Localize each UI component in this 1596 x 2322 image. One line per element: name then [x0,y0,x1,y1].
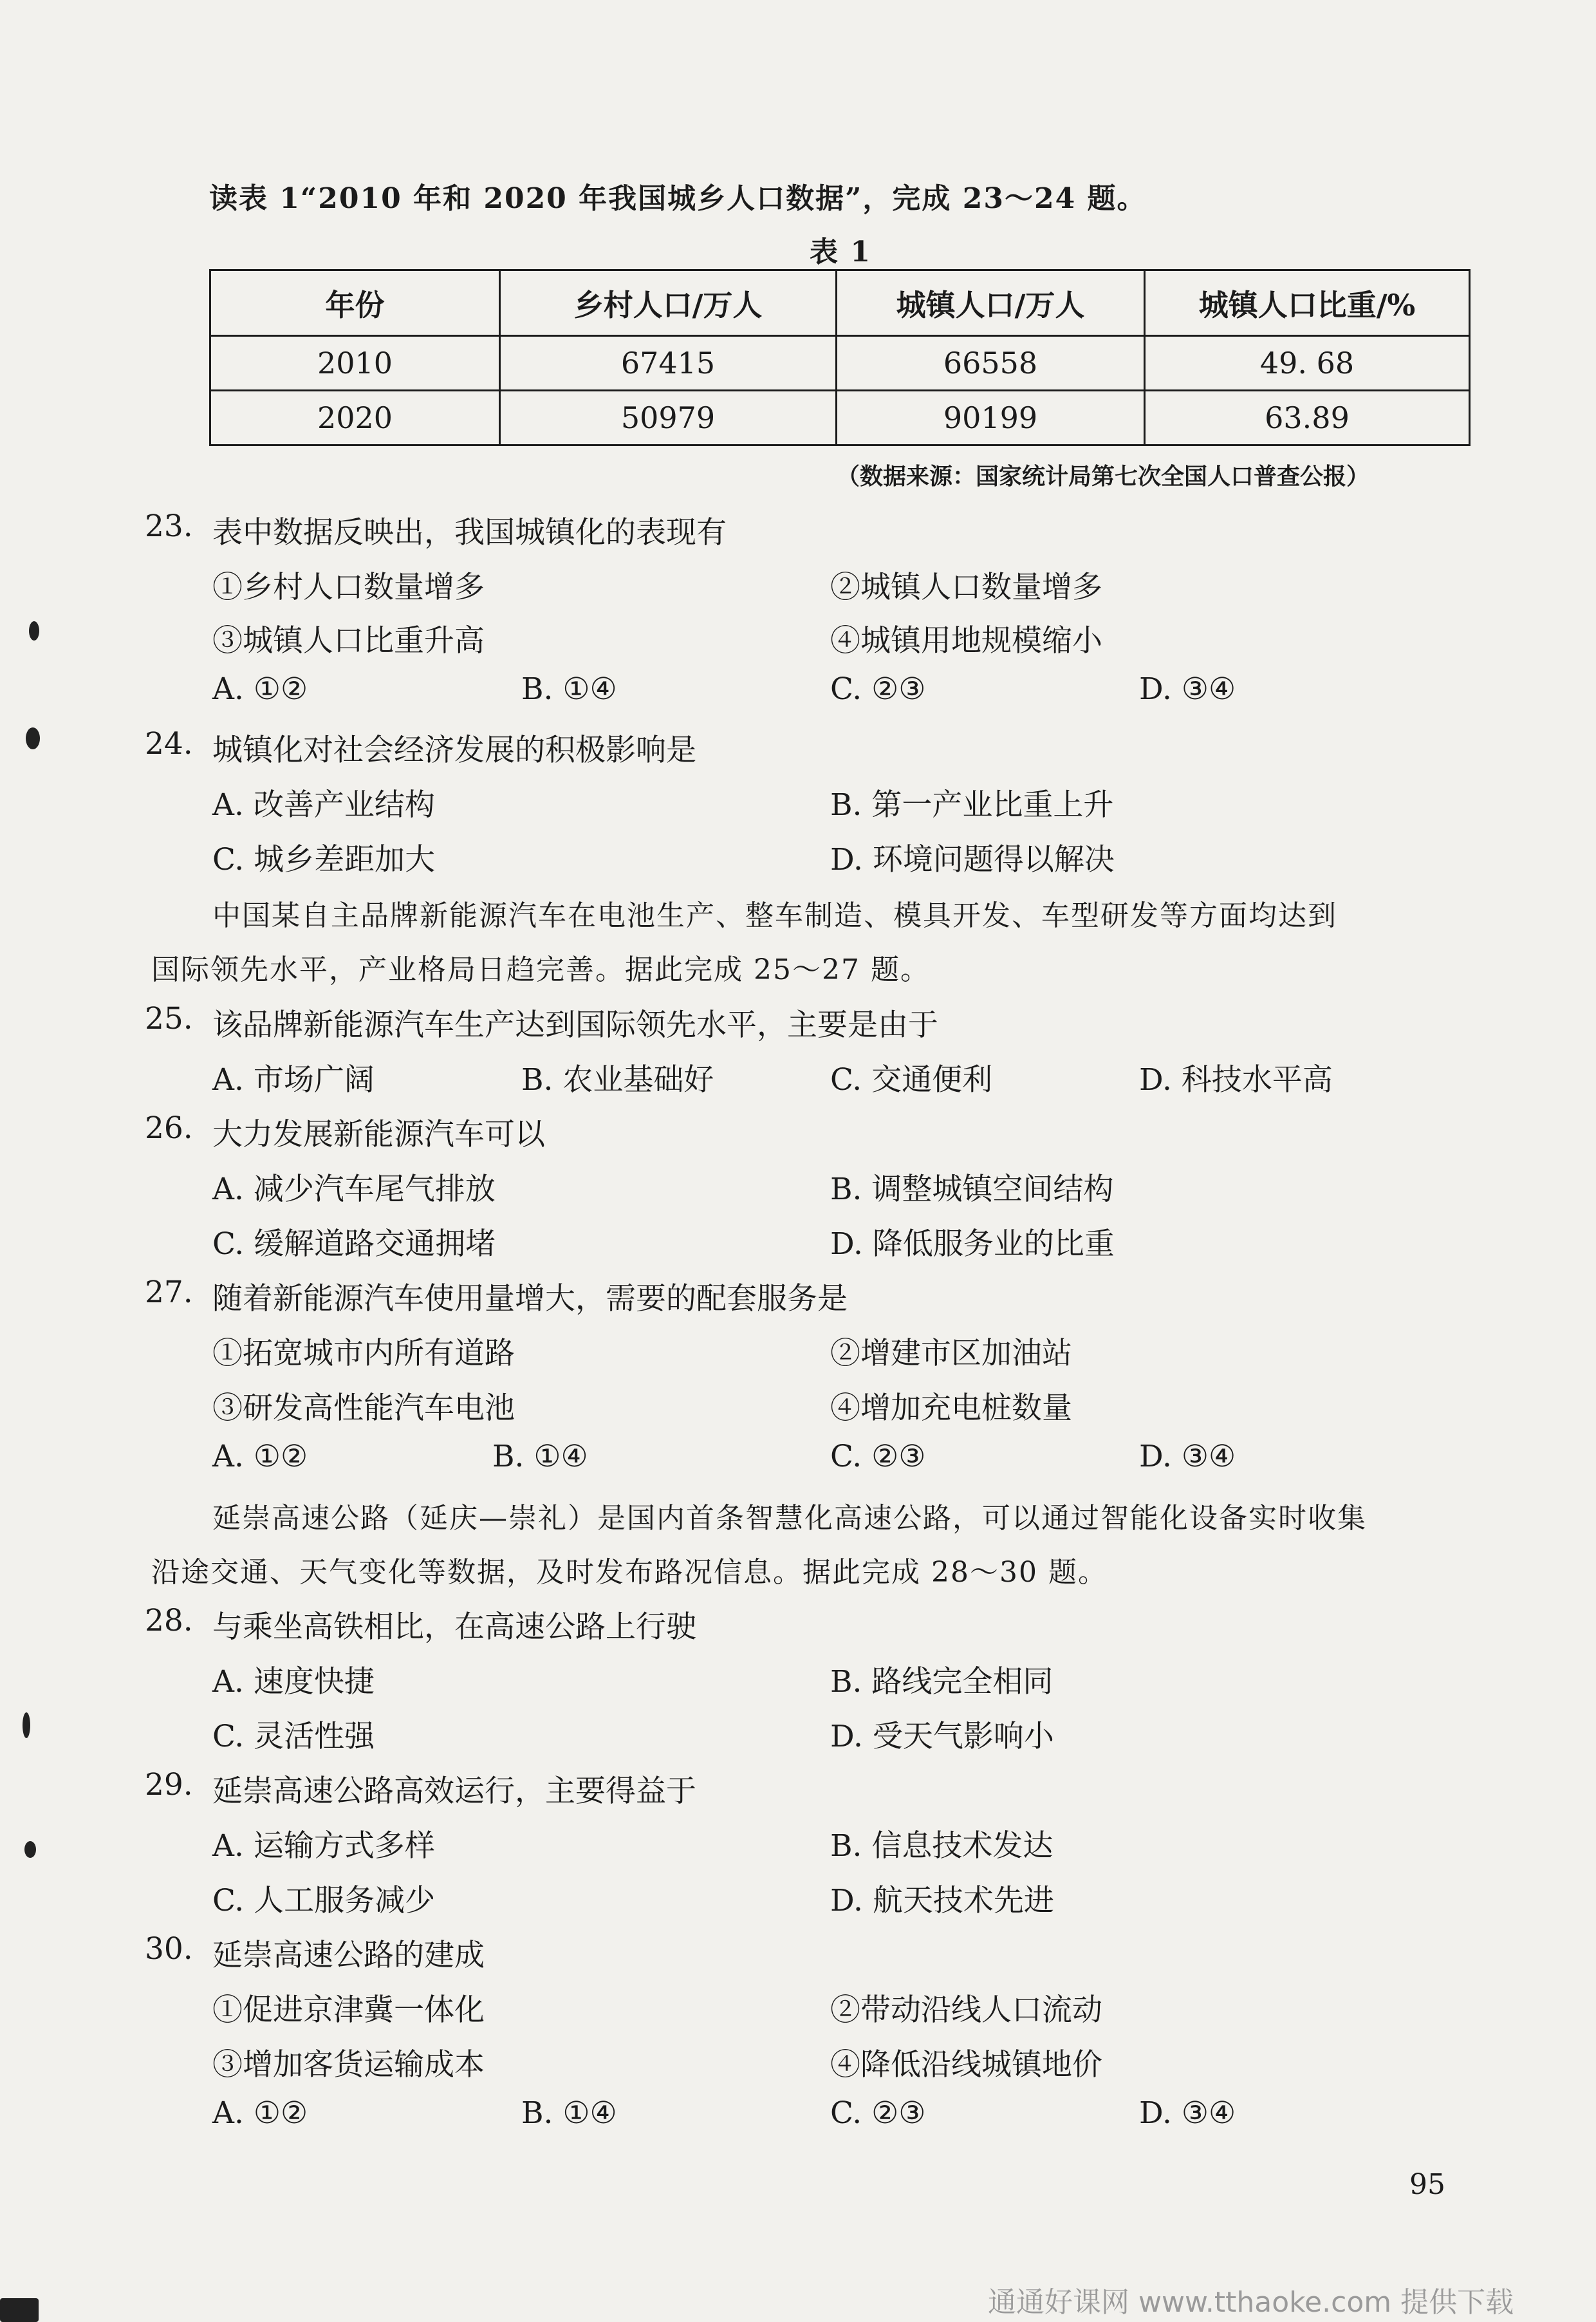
table-cell: 67415 [500,336,837,391]
q24-option-a: A. 改善产业结构 [212,787,435,823]
q28-number: 28. [145,1603,193,1638]
q28-stem: 与乘坐高铁相比，在高速公路上行驶 [212,1609,696,1645]
table-header-cell: 乡村人口/万人 [500,270,837,336]
watermark: 通通好课网 www.tthaoke.com 提供下载 [988,2286,1514,2319]
table-intro: 读表 1“2010 年和 2020 年我国城乡人口数据”，完成 23～24 题。 [209,182,1147,215]
q23-statement-2: ②城镇人口数量增多 [830,570,1102,605]
q28-option-b: B. 路线完全相同 [830,1664,1053,1699]
highway-intro-line-2: 沿途交通、天气变化等数据，及时发布路况信息。据此完成 28～30 题。 [151,1556,1108,1589]
q24-option-d: D. 环境问题得以解决 [830,842,1115,877]
scan-mark [24,1841,36,1858]
q27-statement-2: ②增建市区加油站 [830,1336,1072,1371]
q23-option-a: A. ①② [212,671,308,707]
scan-mark [0,2298,39,2322]
table-cell: 63.89 [1145,391,1470,445]
q25-option-c: C. 交通便利 [830,1062,993,1098]
q26-number: 26. [145,1110,193,1146]
q24-stem: 城镇化对社会经济发展的积极影响是 [212,733,696,768]
table-cell: 2020 [210,391,500,445]
table-row [210,391,1470,445]
table-cell: 50979 [500,391,837,445]
q29-number: 29. [145,1767,193,1802]
q27-option-c: C. ②③ [830,1439,926,1474]
q23-number: 23. [145,509,193,544]
q28-option-d: D. 受天气影响小 [830,1719,1054,1754]
q25-number: 25. [145,1001,193,1036]
highway-intro-line-1: 延崇高速公路（延庆—崇礼）是国内首条智慧化高速公路，可以通过智能化设备实时收集 [212,1502,1367,1535]
q23-option-d: D. ③④ [1139,671,1236,707]
q27-stem: 随着新能源汽车使用量增大，需要的配套服务是 [212,1281,848,1316]
q26-stem: 大力发展新能源汽车可以 [212,1117,545,1152]
q24-option-c: C. 城乡差距加大 [212,842,436,877]
q30-option-d: D. ③④ [1139,2095,1236,2131]
table-cell: 2010 [210,336,500,391]
q23-statement-4: ④城镇用地规模缩小 [830,623,1102,659]
q27-statement-4: ④增加充电桩数量 [830,1390,1072,1426]
q26-option-b: B. 调整城镇空间结构 [830,1172,1114,1207]
scan-mark [26,727,40,749]
q30-option-b: B. ①④ [521,2095,617,2131]
table-header-cell: 年份 [210,270,500,336]
q26-option-a: A. 减少汽车尾气排放 [212,1172,496,1207]
q23-option-c: C. ②③ [830,671,926,707]
q30-statement-1: ①促进京津冀一体化 [212,1992,485,2028]
table-cell: 49. 68 [1145,336,1470,391]
q29-option-a: A. 运输方式多样 [212,1828,435,1864]
q29-option-b: B. 信息技术发达 [830,1828,1053,1864]
q30-option-a: A. ①② [212,2095,308,2131]
table-row [210,336,1470,391]
q27-option-a: A. ①② [212,1439,308,1474]
table-header-cell: 城镇人口/万人 [837,270,1145,336]
table-cell: 90199 [837,391,1145,445]
scan-mark [29,621,39,641]
q29-stem: 延崇高速公路高效运行，主要得益于 [212,1774,696,1809]
page-number: 95 [1409,2168,1445,2201]
q30-option-c: C. ②③ [830,2095,926,2131]
q30-statement-4: ④降低沿线城镇地价 [830,2047,1102,2083]
q27-statement-3: ③研发高性能汽车电池 [212,1390,515,1426]
q27-number: 27. [145,1275,193,1310]
q25-option-d: D. 科技水平高 [1139,1062,1333,1098]
q30-number: 30. [145,1931,193,1967]
q25-option-a: A. 市场广阔 [212,1062,375,1098]
q28-option-a: A. 速度快捷 [212,1664,375,1699]
q23-statement-3: ③城镇人口比重升高 [212,623,485,659]
q28-option-c: C. 灵活性强 [212,1719,375,1754]
q24-option-b: B. 第一产业比重上升 [830,787,1114,823]
q23-statement-1: ①乡村人口数量增多 [212,570,485,605]
q30-stem: 延崇高速公路的建成 [212,1938,485,1973]
q26-option-c: C. 缓解道路交通拥堵 [212,1226,496,1262]
q29-option-d: D. 航天技术先进 [830,1883,1054,1918]
q27-option-d: D. ③④ [1139,1439,1236,1474]
table-header-row [210,270,1470,336]
scan-mark [23,1712,30,1738]
table-cell: 66558 [837,336,1145,391]
q23-option-b: B. ①④ [521,671,617,707]
q27-statement-1: ①拓宽城市内所有道路 [212,1336,515,1371]
table-caption: 表 1 [810,236,871,268]
q23-stem: 表中数据反映出，我国城镇化的表现有 [212,515,727,550]
table-source: （数据来源：国家统计局第七次全国人口普查公报） [837,463,1370,490]
q24-number: 24. [145,726,193,762]
ev-intro-line-1: 中国某自主品牌新能源汽车在电池生产、整车制造、模具开发、车型研发等方面均达到 [212,899,1337,932]
table-header-cell: 城镇人口比重/% [1145,270,1470,336]
q27-option-b: B. ①④ [492,1439,588,1474]
ev-intro-line-2: 国际领先水平，产业格局日趋完善。据此完成 25～27 题。 [151,953,930,986]
q30-statement-2: ②带动沿线人口流动 [830,1992,1102,2028]
population-table [209,269,1471,446]
q25-option-b: B. 农业基础好 [521,1062,714,1098]
q25-stem: 该品牌新能源汽车生产达到国际领先水平，主要是由于 [212,1007,938,1043]
q30-statement-3: ③增加客货运输成本 [212,2047,485,2083]
q29-option-c: C. 人工服务减少 [212,1883,436,1918]
q26-option-d: D. 降低服务业的比重 [830,1226,1115,1262]
